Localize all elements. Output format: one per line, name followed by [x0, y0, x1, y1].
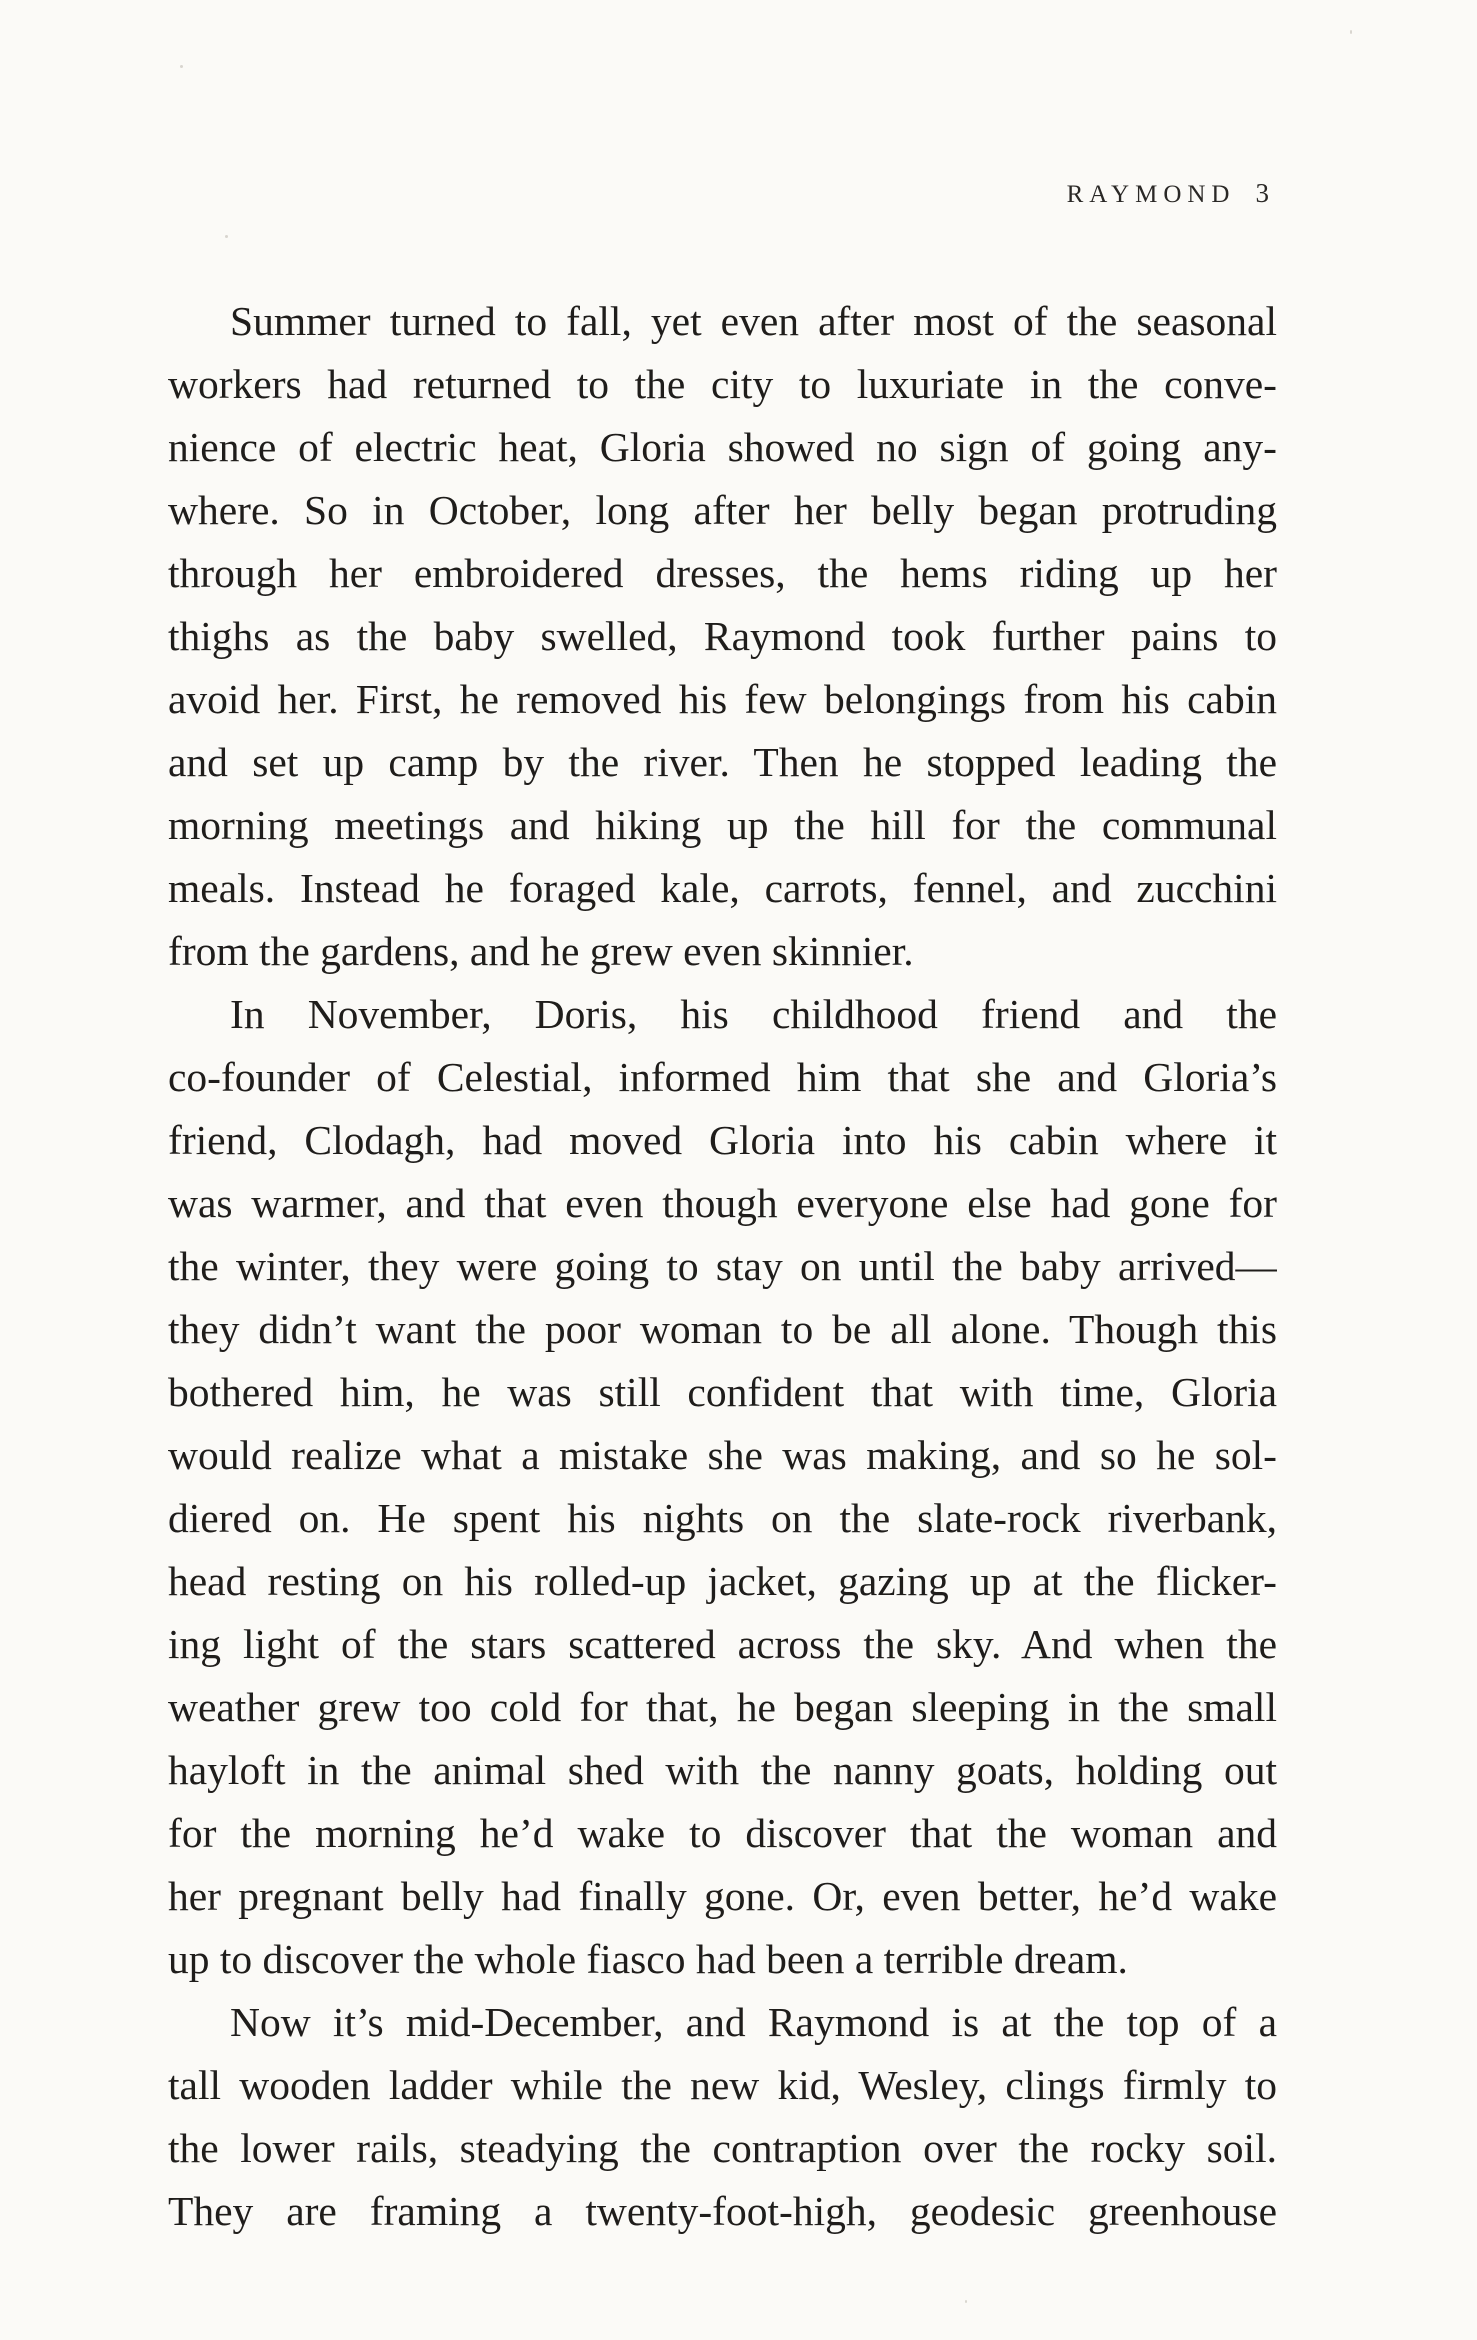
text-line: hayloft in the animal shed with the nanny goats, holding out — [168, 1747, 1277, 1793]
running-head — [1067, 178, 1269, 209]
text-line: was warmer, and that even though everyone else had gone for — [168, 1180, 1277, 1226]
text-line: the lower rails, steadying the contraption over the rocky soil. — [168, 2125, 1277, 2171]
text-line: Summer turned to fall, yet even after most of the seasonal — [230, 298, 1277, 344]
text-line: Now it’s mid-December, and Raymond is at the top of a — [230, 1999, 1277, 2045]
text-line: morning meetings and hiking up the hill for the communal — [168, 802, 1277, 848]
text-line: from the gardens, and he grew even skinnier. — [168, 928, 914, 974]
text-line: thighs as the baby swelled, Raymond took further pains to — [168, 613, 1277, 659]
text-line: would realize what a mistake she was making, and so he sol- — [168, 1432, 1277, 1478]
text-line: and set up camp by the river. Then he stopped leading the — [168, 739, 1277, 785]
text-line: through her embroidered dresses, the hems riding up her — [168, 550, 1277, 596]
text-line: weather grew too cold for that, he began sleeping in the small — [168, 1684, 1277, 1730]
text-line: they didn’t want the poor woman to be all alone. Though this — [168, 1306, 1277, 1352]
text-line: tall wooden ladder while the new kid, Wesley, clings firmly to — [168, 2062, 1277, 2108]
paper-speck — [1350, 30, 1352, 34]
body-text — [168, 290, 1277, 2243]
text-line: up to discover the whole fiasco had been a terrible dream. — [168, 1936, 1128, 1982]
text-line: meals. Instead he foraged kale, carrots, fennel, and zucchini — [168, 865, 1277, 911]
text-line: head resting on his rolled-up jacket, gazing up at the flicker- — [168, 1558, 1277, 1604]
text-line: avoid her. First, he removed his few belongings from his cabin — [168, 676, 1277, 722]
text-line: They are framing a twenty-foot-high, geodesic greenhouse — [168, 2188, 1277, 2234]
text-line: for the morning he’d wake to discover that the woman and — [168, 1810, 1277, 1856]
paper-speck — [180, 65, 183, 68]
text-line: the winter, they were going to stay on until the baby arrived— — [168, 1243, 1277, 1289]
text-line: bothered him, he was still confident that with time, Gloria — [168, 1369, 1277, 1415]
text-line: ing light of the stars scattered across the sky. And when the — [168, 1621, 1277, 1667]
text-line: friend, Clodagh, had moved Gloria into his cabin where it — [168, 1117, 1277, 1163]
running-head-title: RAYMOND — [1066, 181, 1236, 208]
text-line: In November, Doris, his childhood friend and the — [230, 991, 1277, 1037]
text-line: co-founder of Celestial, informed him that she and Gloria’s — [168, 1054, 1277, 1100]
text-line: nience of electric heat, Gloria showed no sign of going any- — [168, 424, 1277, 470]
paper-speck — [225, 235, 228, 238]
text-line: where. So in October, long after her belly began protruding — [168, 487, 1277, 533]
text-line: her pregnant belly had finally gone. Or, even better, he’d wake — [168, 1873, 1277, 1919]
paper-speck — [965, 2300, 967, 2303]
text-line: diered on. He spent his nights on the slate-rock riverbank, — [168, 1495, 1277, 1541]
page-number: 3 — [1255, 178, 1269, 208]
text-line: workers had returned to the city to luxuriate in the conve- — [168, 361, 1277, 407]
